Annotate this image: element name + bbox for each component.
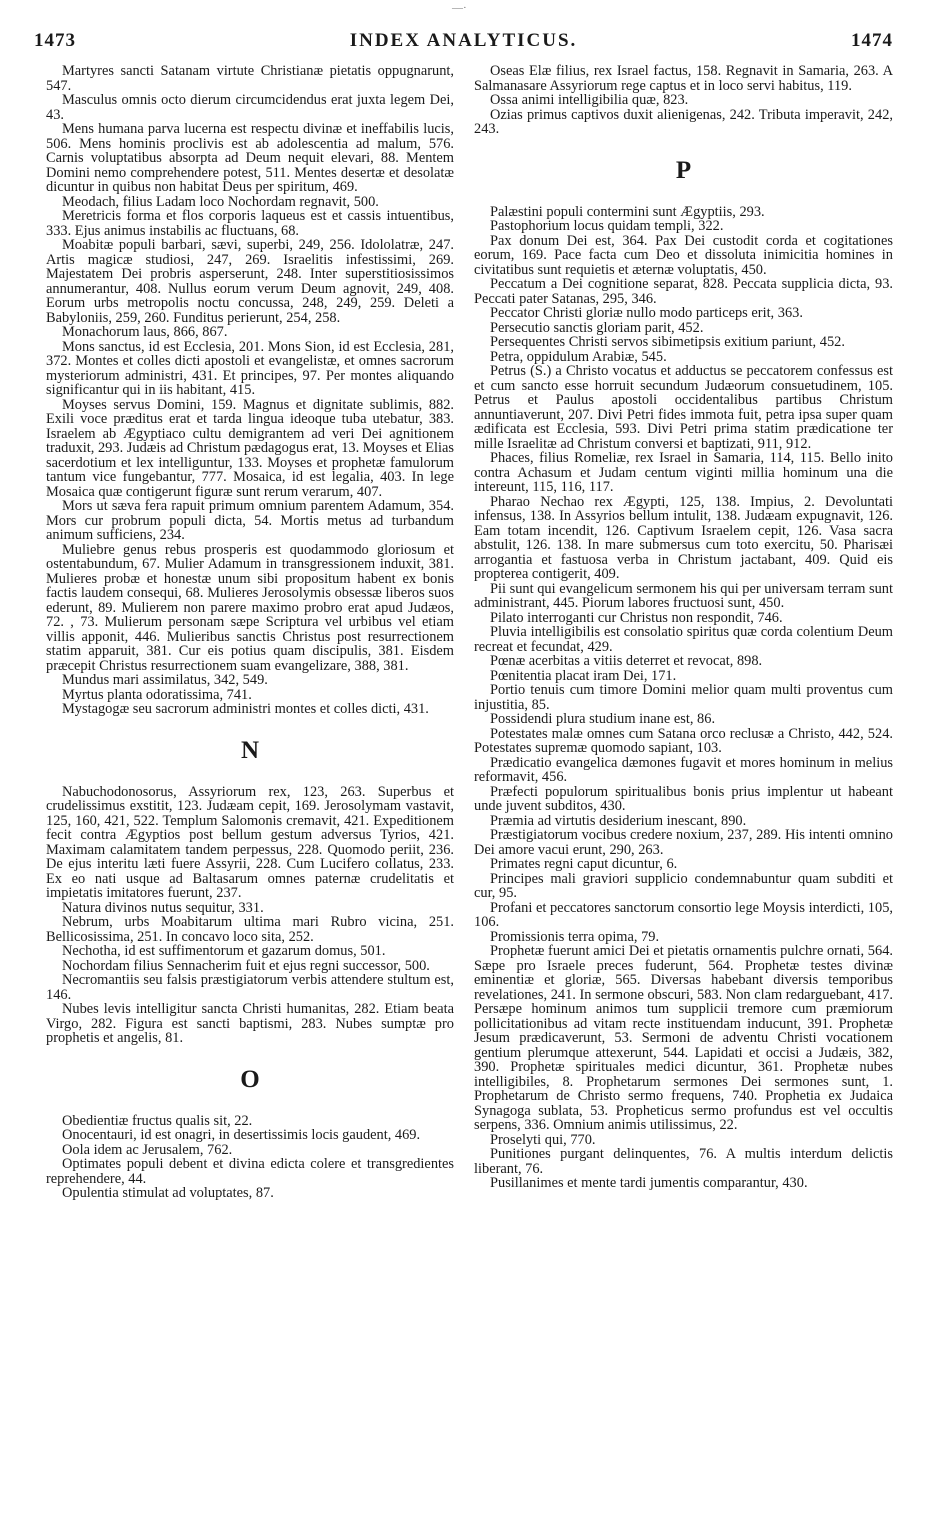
index-entry: Nabuchodonosorus, Assyriorum rex, 123, 263. Superbus et crudelissimus exstitit, 123. Judæam cepit, 169. Jerosolymam vastavit, 125, 160, 421, 522. Templum Salomonis cremavit, 421. Expeditionem fecit contra Ægyptios post bellum gestum adversus Tyrios, 421. Maximam calamitatem tandem perpessus, 228. Quomodo periit, 236. De ejus interitu læti fuere Assyrii, 228. Cum Lucifero collatus, 233. Ex eo nati usque ad Baltasarum omnes paternæ crudelitatis et impietatis imitatores fuerunt, 237.	[46, 783, 454, 901]
page-number-left: 1473	[34, 30, 76, 51]
index-entry: Optimates populi debent et divina edicta colere et transgredientes reprehendere, 44.	[46, 1156, 454, 1187]
index-entry: Pœnæ acerbitas a vitiis deterret et revocat, 898.	[490, 653, 763, 669]
index-entry: Nechotha, id est suffimentorum et gazarum domus, 501.	[62, 943, 386, 959]
index-entry: Natura divinos nutus sequitur, 331.	[62, 899, 264, 916]
index-entry: Pii sunt qui evangelicum sermonem his qui per universam terram sunt administrant, 445. Piorum labores fructuosi sunt, 450.	[474, 580, 893, 611]
index-entry: Ossa animi intelligibilia quæ, 823.	[490, 92, 689, 108]
index-entry: Moabitæ populi barbari, sævi, superbi, 249, 256. Idololatræ, 247. Artis magicæ studiosi, 247, 269. Israelitis infestissimi, 269. Majestatem Dei probris asperserunt, 248. Inter superstitiosissimos annumerantur, 408. Nullus eorum verum Deum agnovit, 249, 408. Eorum urbs metropolis noctu concussa, 248, 249, 259. Deleti a Babyloniis, 259, 260. Funditus perierunt, 254, 258.	[46, 237, 454, 326]
section-letter: P	[675, 156, 692, 184]
page-title: INDEX ANALYTICUS.	[349, 30, 578, 51]
index-entry: Primates regni caput dicuntur, 6.	[490, 856, 678, 872]
section-letter: N	[240, 736, 260, 764]
index-entry: Phaces, filius Romeliæ, rex Israel in Samaria, 114, 115. Bello inito contra Achasum et Judam centum viginti millia hominum una die intereunt, 115, 116, 117.	[474, 450, 893, 495]
index-entry: Peccator Christi gloriæ nullo modo particeps erit, 363.	[490, 305, 803, 321]
index-entry: Mons sanctus, id est Ecclesia, 201. Mons Sion, id est Ecclesia, 281, 372. Montes et colles dicti apostoli et evangelistæ, et omnes sacrorum mysteriorum administri, 431. Et principes, 97. Per montes aliquando significantur qui in iis habitant, 415.	[46, 338, 454, 398]
index-entry: Præmia ad virtutis desiderium inescant, 890.	[490, 812, 747, 829]
section-letter: O	[240, 1065, 260, 1093]
index-entry: Proselyti qui, 770.	[490, 1131, 596, 1148]
index-entry: Necromantiis seu falsis præstigiatorum verbis attendere stultum est, 146.	[46, 972, 454, 1003]
index-entry: Profani et peccatores sanctorum consortio lege Moysis interdicti, 105, 106.	[474, 899, 893, 930]
index-entry: Nubes levis intelligitur sancta Christi humanitas, 282. Etiam beata Virgo, 282. Figura est sancti baptismi, 283. Nubes sumptæ pro prophetis et angelis, 81.	[46, 1001, 454, 1046]
index-entry: Possidendi plura studium inane est, 86.	[490, 711, 716, 727]
index-entry: Mors ut sæva fera rapuit primum omnium parentem Adamum, 354. Mors cur probrum populi dicta, 54. Mortis metus ad turbandum animum sufficiens, 234.	[46, 498, 454, 543]
index-entry: Potestates malæ omnes cum Satana orco reclusæ a Christo, 442, 524. Potestates supremæ quomodo sapiant, 103.	[474, 725, 893, 756]
index-entry: Pilato interroganti cur Christus non respondit, 746.	[490, 609, 783, 626]
index-entry: Punitiones purgant delinquentes, 76. A multis interdum delictis liberant, 76.	[474, 1146, 893, 1177]
index-entry: Portio tenuis cum timore Domini melior quam multi proventus cum injustitia, 85.	[474, 682, 893, 713]
index-entry: Mystagogæ seu sacrorum administri montes et colles dicti, 431.	[62, 701, 429, 717]
index-entry: Masculus omnis octo dierum circumcidendus erat juxta legem Dei, 43.	[46, 92, 454, 123]
index-entry: Pax donum Dei est, 364. Pax Dei custodit corda et cogitationes eorum, 169. Pace facta cum Deo et dissoluta inimicitia homines in civitatibus sunt requietis et æternæ voluptatis, 450.	[474, 232, 893, 278]
index-entry: Prophetæ fuerunt amici Dei et pietatis ornamentis pulchre ornati, 564. Sæpe pro Israele preces fuderunt, 564. Prophetæ testes divinæ eminentiæ et gloriæ, 565. Diversas habebant diversis temporibus revelationes, 241. In sermone obscuri, 583. Non clam redarguebant, 417. Persæpe hominum animos tum supplicii tremore cum præmiorum pollicitationibus ad vitam recte instituendam inducunt, 391. Prophetæ Jesum prædicaverunt, 53. Sermoni de adventu Christi vocationem gentium plerumque attexerunt, 544. Lapidati et occisi a Judæis, 382, 390. Prophetæ spirituales medici dicuntur, 361. Prophetæ nubes intelligibiles, 8. Prophetarum sermones Dei sermones sunt, 1. Prophetarum de Christo sermo frequens, 740. Prophetia ex Judaica Synagoga sublata, 53. Propheticus sermo profundus est vel occultis serpens, 336. Omnium animis utilissimus, 22.	[474, 943, 893, 1133]
running-header	[34, 30, 893, 56]
index-entry: Promissionis terra opima, 79.	[490, 928, 660, 945]
index-entry: Martyres sancti Satanam virtute Christianæ pietatis oppugnarunt, 547.	[46, 63, 454, 94]
index-entry: Pusillanimes et mente tardi jumentis comparantur, 430.	[490, 1175, 808, 1191]
index-entry: Peccatum a Dei cognitione separat, 828. Peccata supplicia dicta, 93. Peccati pater Satanas, 295, 346.	[474, 276, 893, 307]
index-entry: Oola idem ac Jerusalem, 762.	[62, 1141, 233, 1158]
left-column	[46, 64, 454, 1201]
right-column	[474, 64, 893, 1191]
top-mark: —·	[452, 2, 467, 14]
index-entry: Petrus (S.) a Christo vocatus et adductus se peccatorem confessus est et cum sancto esse horruit secundum Judæorum consuetudinem, 105. Petrus et Paulus apostoli occidentalibus partibus Christum annuntiaverunt, 207. Divi Petri fides immota fuit, petra ipsa super quam ædificata est Ecclesia, 593. Divi Petri prima statim prædicatione ter mille Israelitæ ad Christum conversi et baptizati, 911, 912.	[474, 363, 893, 452]
index-entry: Opulentia stimulat ad voluptates, 87.	[62, 1185, 274, 1201]
index-entry: Meretricis forma et flos corporis laqueus est et cassis intuentibus, 333. Ejus animus instabilis ac fluctuans, 68.	[46, 208, 454, 239]
index-entry: Oseas Elæ filius, rex Israel factus, 158. Regnavit in Samaria, 263. A Salmanasare Assyriorum rege captus et in loco servi habitus, 119.	[474, 63, 893, 94]
index-entry: Nebrum, urbs Moabitarum ultima mari Rubro vicina, 251. Bellicosissima, 251. In concavo loco sita, 252.	[46, 914, 454, 945]
index-entry: Onocentauri, id est onagri, in desertissimis locis gaudent, 469.	[62, 1127, 421, 1143]
index-entry: Myrtus planta odoratissima, 741.	[62, 686, 252, 703]
index-entry: Palæstini populi contermini sunt Ægyptiis, 293.	[490, 203, 765, 220]
index-entry: Prædicatio evangelica dæmones fugavit et mores hominum in melius reformavit, 456.	[474, 754, 893, 785]
index-entry: Præfecti populorum spiritualibus bonis prius implentur ut habeant unde juvent subditos, 430.	[474, 783, 893, 814]
index-entry: Obedientiæ fructus qualis sit, 22.	[62, 1112, 253, 1129]
index-entry: Pharao Nechao rex Ægypti, 125, 138. Impius, 2. Devoluntati infensus, 138. In Assyrios bellum intulit, 138. Judæam expugnavit, 126. Eam totam incendit, 126. Captivum Israelem cepit, 126. Vasa sacra abstulit, 126. 138. In mare submersus cum toto exercitu, 50. Pharisæi arrogantia et fastuosa verba in Christum jactabant, 409. Quid eis propterea contigerit, 409.	[474, 493, 893, 582]
index-entry: Monachorum laus, 866, 867.	[62, 324, 228, 340]
index-entry: Petra, oppidulum Arabiæ, 545.	[490, 348, 667, 365]
page-number-right: 1474	[851, 30, 893, 51]
index-entry: Principes mali graviori supplicio condemnabuntur quam subditi et cur, 95.	[474, 870, 893, 901]
index-entry: Muliebre genus rebus prosperis est quodammodo gloriosum et ostentabundum, 67. Mulier Adamum in transgressionem induxit, 381. Mulieres probæ et honestæ unum sibi propositum habent ex bonis factis laudem consequi, 68. Mulieres Jerosolymis obsessæ liberos suos ederunt, 89. Mulierem non parere maximo probro erat apud Judæos, 72. , 73. Mulierum personam sæpe Scriptura vel urbibus vel etiam villis apponit, 446. Mulieribus sanctis Christus post resurrectionem statim apparuit, 381. Cur eis potius quam discipulis, 381. Eisdem præcepit Christus resurrectionem suam evangelizare, 388, 381.	[46, 541, 454, 674]
index-entry: Ozias primus captivos duxit alienigenas, 242. Tributa imperavit, 242, 243.	[474, 106, 893, 137]
index-entry: Mens humana parva lucerna est respectu divinæ et ineffabilis lucis, 506. Mens hominis proclivis est ab adolescentia ad malum, 576. Carnis voluptatibus absorpta ad Deum nequit elevari, 88. Mentem Domini nemo comprehendere potest, 511. Mentes desertæ et desolatæ dicuntur in quibus non habitat Deus per spiritum, 469.	[46, 121, 454, 195]
index-entry: Meodach, filius Ladam loco Nochordam regnavit, 500.	[62, 193, 379, 210]
index-entry: Persequentes Christi servos sibimetipsis exitium pariunt, 452.	[490, 334, 845, 350]
index-entry: Pastophorium locus quidam templi, 322.	[490, 218, 724, 234]
index-entry: Pluvia intelligibilis est consolatio spiritus quæ corda colentium Deum recreat et fecundat, 429.	[474, 624, 893, 655]
index-entry: Pœnitentia placat iram Dei, 171.	[490, 667, 677, 684]
index-entry: Persecutio sanctis gloriam parit, 452.	[490, 319, 704, 336]
index-entry: Mundus mari assimilatus, 342, 549.	[62, 672, 268, 688]
index-entry: Moyses servus Domini, 159. Magnus et dignitate sublimis, 882. Exili voce præditus erat et tarda lingua ideoque tuba utebatur, 383. Israelem ab Ægyptiaco cultu demigrantem ad veri Dei agnitionem traduxit, 293. Judæis ad Christum pædagogus erat, 13. Moyses et Elias sacerdotium et lex intelliguntur, 133. Moyses et prophetæ famulorum tantum vice fungebantur, 777. Mosaica, id est legalia, 403. In lege Mosaica quæ contigerunt figuræ sunt rerum verarum, 407.	[46, 396, 454, 500]
index-entry: Nochordam filius Sennacherim fuit et ejus regni successor, 500.	[62, 957, 430, 974]
index-entry: Præstigiatorum vocibus credere noxium, 237, 289. His intenti omnino Dei amore vacui erunt, 290, 263.	[474, 827, 893, 858]
